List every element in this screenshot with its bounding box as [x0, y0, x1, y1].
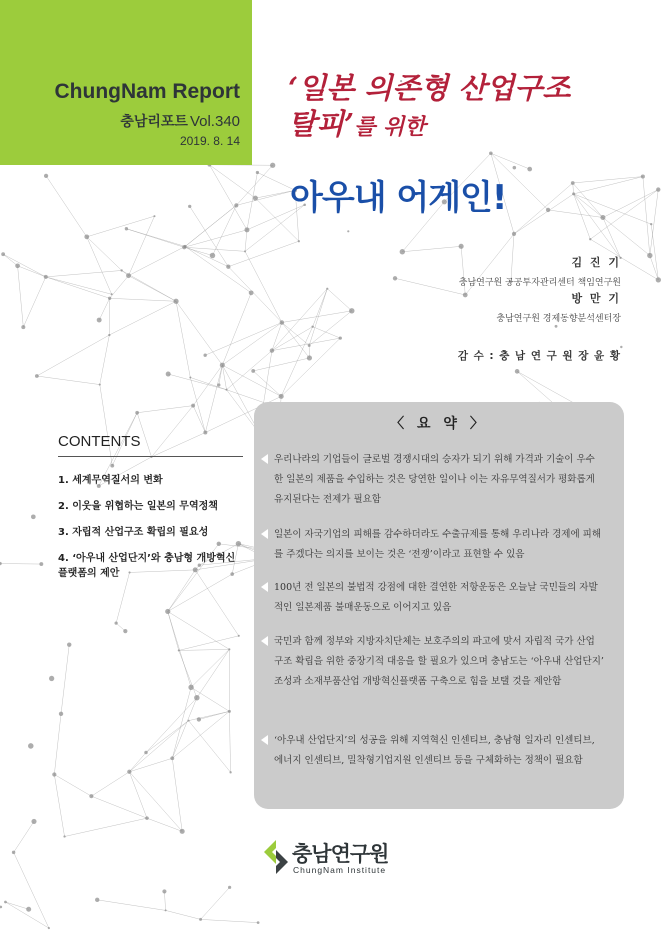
network-line	[109, 301, 176, 335]
network-line	[191, 649, 229, 687]
network-node	[515, 369, 520, 374]
network-line	[172, 687, 191, 758]
network-line	[65, 818, 147, 836]
network-line	[574, 177, 643, 194]
author-1-affiliation: 충남연구원 공공투자관리센터 책임연구원	[458, 278, 621, 288]
network-node	[84, 234, 89, 239]
network-node	[183, 245, 186, 248]
network-node	[95, 898, 99, 902]
network-node	[115, 621, 118, 624]
network-line	[5, 902, 48, 928]
network-line	[209, 165, 255, 198]
network-node	[67, 642, 71, 646]
network-node	[217, 383, 220, 386]
network-node	[165, 609, 170, 614]
network-line	[54, 714, 61, 775]
network-node	[298, 240, 300, 242]
network-line	[514, 183, 573, 234]
network-node	[108, 334, 110, 336]
network-line	[110, 298, 176, 301]
network-node	[228, 648, 230, 650]
contents-item: 1. 세계무역질서의 변화	[58, 475, 163, 486]
title-line2	[288, 106, 570, 145]
network-line	[97, 900, 165, 911]
network-node	[489, 151, 493, 155]
network-line	[313, 327, 341, 338]
network-line	[172, 698, 197, 759]
network-line	[573, 183, 603, 218]
network-node	[228, 710, 231, 713]
network-line	[129, 772, 147, 818]
network-node	[123, 629, 127, 633]
network-line	[46, 277, 112, 294]
network-node	[194, 695, 199, 700]
network-line	[603, 190, 658, 218]
summary-item-text: 우리나라의 기업들이 글로벌 경쟁시대의 승자가 되기 위해 가격과 기술이 우수한 일본의 제품을 수입하는 것은 당연한 일이나 이는 자유무역질서가 평화롭게 유지된다는 전제가 필요함	[274, 454, 595, 505]
summary-item	[274, 450, 604, 510]
network-node	[0, 562, 2, 565]
network-node	[89, 794, 93, 798]
contents-item: 2. 이웃을 위협하는 일본의 무역정책	[58, 501, 218, 512]
summary-item	[274, 731, 604, 771]
network-line	[3, 254, 17, 266]
network-line	[209, 165, 247, 230]
network-node	[326, 288, 328, 290]
contents-item: 3. 자립적 산업구조 확립의 필요성	[58, 527, 209, 538]
network-node	[656, 277, 661, 282]
supervisor: 감 수 : 충 남 연 구 원 장 윤 황	[457, 350, 621, 362]
network-line	[87, 216, 155, 237]
network-node	[145, 816, 149, 820]
network-line	[54, 774, 91, 796]
network-node	[197, 717, 201, 721]
title-line1: ‘일본 의존형 산업구조	[288, 71, 571, 105]
network-line	[172, 711, 229, 758]
summary-item-text: 100년 전 일본의 불법적 강점에 대한 결연한 저항운동은 오늘날 국민들의 자발적인 일본제품 불매운동으로 이어지고 있음	[274, 582, 598, 613]
network-line	[168, 374, 226, 390]
network-line	[222, 293, 251, 365]
network-line	[87, 237, 122, 271]
network-line	[14, 821, 34, 852]
network-node	[641, 175, 645, 179]
author-2	[496, 290, 621, 324]
network-node	[600, 215, 605, 220]
network-node	[555, 325, 558, 328]
network-node	[647, 253, 652, 258]
network-line	[91, 772, 129, 796]
network-node	[63, 835, 65, 837]
network-node	[463, 293, 468, 298]
summary-box	[254, 402, 624, 809]
network-node	[349, 308, 354, 313]
network-line	[176, 301, 222, 365]
network-node	[256, 171, 259, 174]
author-1	[459, 254, 621, 288]
network-node	[127, 770, 131, 774]
network-line	[61, 645, 69, 714]
network-line	[179, 649, 230, 650]
network-node	[459, 244, 464, 249]
network-line	[201, 919, 259, 922]
network-line	[229, 711, 230, 772]
report-name-ko-label: 충남리포트	[120, 114, 188, 130]
bullet-icon	[261, 529, 268, 539]
title-subtitle	[288, 70, 570, 145]
network-line	[245, 230, 247, 251]
network-line	[272, 322, 282, 350]
network-node	[188, 685, 193, 690]
author-2-affiliation: 충남연구원 경제동향분석센터장	[496, 314, 621, 324]
network-node	[108, 297, 111, 300]
summary-title: 〈 요 약 〉	[390, 416, 488, 432]
summary-item-text: ‘아우내 산업단지’의 성공을 위해 지역혁신 인센티브, 충남형 일자리 인센티브, 에너지 인센티브, 밀착형기업지원 인센티브 등을 구체화하는 정책이 필요함	[274, 735, 595, 766]
network-node	[44, 275, 48, 279]
network-node	[49, 676, 54, 681]
network-node	[244, 227, 249, 232]
network-line	[54, 774, 64, 836]
network-node	[188, 720, 190, 722]
network-node	[144, 751, 148, 755]
network-line	[184, 230, 247, 247]
network-node	[121, 269, 123, 271]
network-node	[656, 187, 660, 191]
network-node	[253, 196, 258, 201]
network-node	[280, 320, 284, 324]
network-line	[166, 910, 201, 919]
institute-logo	[262, 838, 412, 878]
network-line	[87, 237, 112, 294]
network-node	[249, 290, 254, 295]
table-of-contents	[58, 433, 248, 592]
bullet-icon	[261, 735, 268, 745]
network-node	[311, 325, 313, 327]
network-node	[39, 562, 43, 566]
network-line	[18, 266, 24, 327]
author-1-name: 김 진 기	[571, 256, 621, 269]
network-line	[176, 301, 190, 377]
network-line	[0, 564, 41, 565]
network-node	[251, 369, 255, 373]
network-line	[236, 190, 295, 205]
network-line	[281, 327, 312, 397]
network-line	[179, 636, 239, 651]
network-line	[46, 277, 110, 298]
network-line	[129, 246, 186, 275]
network-line	[5, 902, 28, 909]
network-node	[26, 907, 31, 912]
network-line	[650, 256, 659, 280]
network-node	[308, 344, 311, 347]
network-node	[189, 376, 191, 378]
report-name-ko	[120, 111, 240, 131]
network-line	[23, 277, 45, 327]
network-node	[229, 771, 231, 773]
network-node	[12, 851, 15, 854]
network-line	[247, 172, 257, 229]
network-node	[270, 348, 274, 352]
network-line	[282, 322, 310, 357]
network-line	[402, 246, 461, 251]
network-line	[146, 721, 189, 753]
report-name-en: ChungNam Report	[54, 80, 240, 103]
network-line	[3, 254, 46, 277]
network-line	[212, 205, 236, 255]
network-line	[100, 335, 110, 385]
network-node	[59, 712, 63, 716]
network-node	[15, 263, 20, 268]
author-2-name: 방 만 기	[571, 292, 621, 305]
institute-logo-icon	[262, 838, 290, 876]
network-node	[191, 404, 195, 408]
network-node	[220, 363, 225, 368]
summary-item	[274, 578, 604, 618]
network-node	[279, 394, 284, 399]
network-node	[234, 203, 238, 207]
network-node	[244, 250, 246, 252]
network-node	[393, 276, 397, 280]
network-line	[309, 289, 327, 346]
network-node	[1, 252, 5, 256]
network-line	[222, 322, 282, 365]
title-line2-main: 탈피’	[288, 107, 355, 141]
network-line	[184, 247, 212, 255]
network-node	[170, 756, 174, 760]
network-node	[111, 293, 113, 295]
network-line	[227, 351, 272, 390]
network-line	[313, 289, 328, 327]
network-node	[48, 927, 50, 929]
network-node	[52, 772, 56, 776]
network-line	[491, 153, 530, 169]
network-node	[572, 192, 575, 195]
network-node	[178, 649, 180, 651]
network-node	[270, 163, 275, 168]
institute-name-en: ChungNam Institute	[293, 865, 387, 875]
network-node	[21, 325, 25, 329]
network-line	[309, 311, 352, 346]
network-node	[28, 743, 34, 749]
network-line	[197, 649, 229, 697]
network-node	[307, 355, 312, 360]
network-line	[228, 241, 299, 266]
network-node	[339, 336, 342, 339]
network-node	[135, 411, 139, 415]
network-node	[546, 208, 550, 212]
network-node	[527, 167, 532, 172]
network-line	[282, 322, 309, 345]
network-node	[589, 238, 591, 240]
network-line	[205, 365, 222, 432]
network-node	[188, 205, 191, 208]
network-node	[0, 906, 2, 909]
network-line	[603, 218, 650, 256]
network-line	[129, 721, 188, 772]
network-node	[203, 354, 206, 357]
contents-item: 4. ‘아우내 산업단지’와 충남형 개방혁신 플랫폼의 제안	[58, 553, 236, 579]
network-line	[245, 251, 282, 322]
network-node	[162, 889, 166, 893]
network-line	[228, 267, 282, 323]
network-line	[189, 711, 230, 720]
network-node	[165, 909, 167, 911]
network-node	[571, 181, 575, 185]
network-node	[228, 886, 231, 889]
network-line	[643, 177, 650, 256]
network-line	[91, 796, 147, 818]
network-node	[31, 514, 36, 519]
network-node	[35, 374, 39, 378]
network-line	[37, 335, 109, 376]
network-line	[179, 650, 197, 697]
bullet-icon	[261, 454, 268, 464]
network-line	[37, 376, 100, 385]
network-line	[147, 818, 182, 831]
network-line	[126, 229, 185, 247]
network-line	[189, 721, 231, 773]
network-line	[201, 887, 230, 919]
network-line	[514, 194, 574, 234]
title-line2-suffix: 를 위한	[354, 114, 426, 140]
bullet-icon	[261, 582, 268, 592]
network-line	[46, 270, 122, 276]
summary-item-text: 일본이 자국기업의 피해를 감수하더라도 수출규제를 통해 우리나라 경제에 피해를 주겠다는 의지를 보이는 것은 ‘전쟁’이라고 표현할 수 있음	[274, 529, 602, 560]
network-node	[126, 273, 131, 278]
network-node	[44, 174, 48, 178]
network-line	[18, 266, 46, 277]
network-line	[190, 377, 226, 389]
bullet-icon	[261, 636, 268, 646]
network-node	[99, 384, 101, 386]
network-node	[650, 223, 652, 225]
network-node	[4, 901, 7, 904]
network-node	[180, 829, 185, 834]
network-node	[513, 166, 517, 170]
report-date: 2019. 8. 14	[179, 134, 240, 148]
network-node	[166, 372, 171, 377]
network-line	[574, 194, 652, 224]
summary-item	[274, 525, 604, 565]
network-line	[281, 338, 340, 396]
contents-divider	[58, 456, 243, 457]
network-node	[199, 918, 202, 921]
network-node	[31, 819, 36, 824]
network-node	[173, 299, 178, 304]
network-line	[185, 246, 251, 292]
network-line	[168, 611, 191, 687]
institute-name-ko: 충남연구원	[292, 842, 389, 866]
network-line	[129, 216, 155, 275]
network-node	[226, 265, 230, 269]
network-node	[257, 921, 260, 924]
network-node	[238, 635, 240, 637]
summary-item-text: 국민과 함께 정부와 지방자치단체는 보호주의의 파고에 맞서 자립적 국가 산업구조 확립을 위한 중장기적 대응을 할 필요가 있으며 충남도는 ‘아우내 산업단지’ 조성과 소재부품산업 개방혁신플랫폼 구축으로 힘을 보탤 것을 제안함	[274, 636, 604, 687]
network-line	[129, 758, 172, 772]
network-node	[347, 230, 349, 232]
network-node	[97, 318, 102, 323]
network-line	[651, 224, 658, 280]
network-line	[129, 772, 182, 832]
network-node	[400, 249, 405, 254]
summary-item	[274, 632, 604, 692]
network-line	[137, 406, 193, 413]
network-node	[225, 389, 227, 391]
network-line	[253, 358, 309, 371]
network-node	[210, 253, 215, 258]
network-line	[327, 289, 352, 311]
network-node	[125, 227, 128, 230]
network-line	[573, 177, 643, 183]
report-header-box	[0, 0, 252, 165]
network-line	[14, 852, 49, 928]
network-line	[172, 758, 182, 831]
network-line	[395, 278, 465, 295]
network-line	[164, 891, 165, 910]
network-node	[512, 232, 516, 236]
network-line	[46, 176, 87, 237]
network-line	[99, 298, 109, 320]
network-node	[153, 215, 155, 217]
report-volume: Vol.340	[189, 113, 240, 130]
contents-title: CONTENTS	[58, 433, 141, 450]
page-title: 아우내 어게인!	[290, 178, 507, 218]
